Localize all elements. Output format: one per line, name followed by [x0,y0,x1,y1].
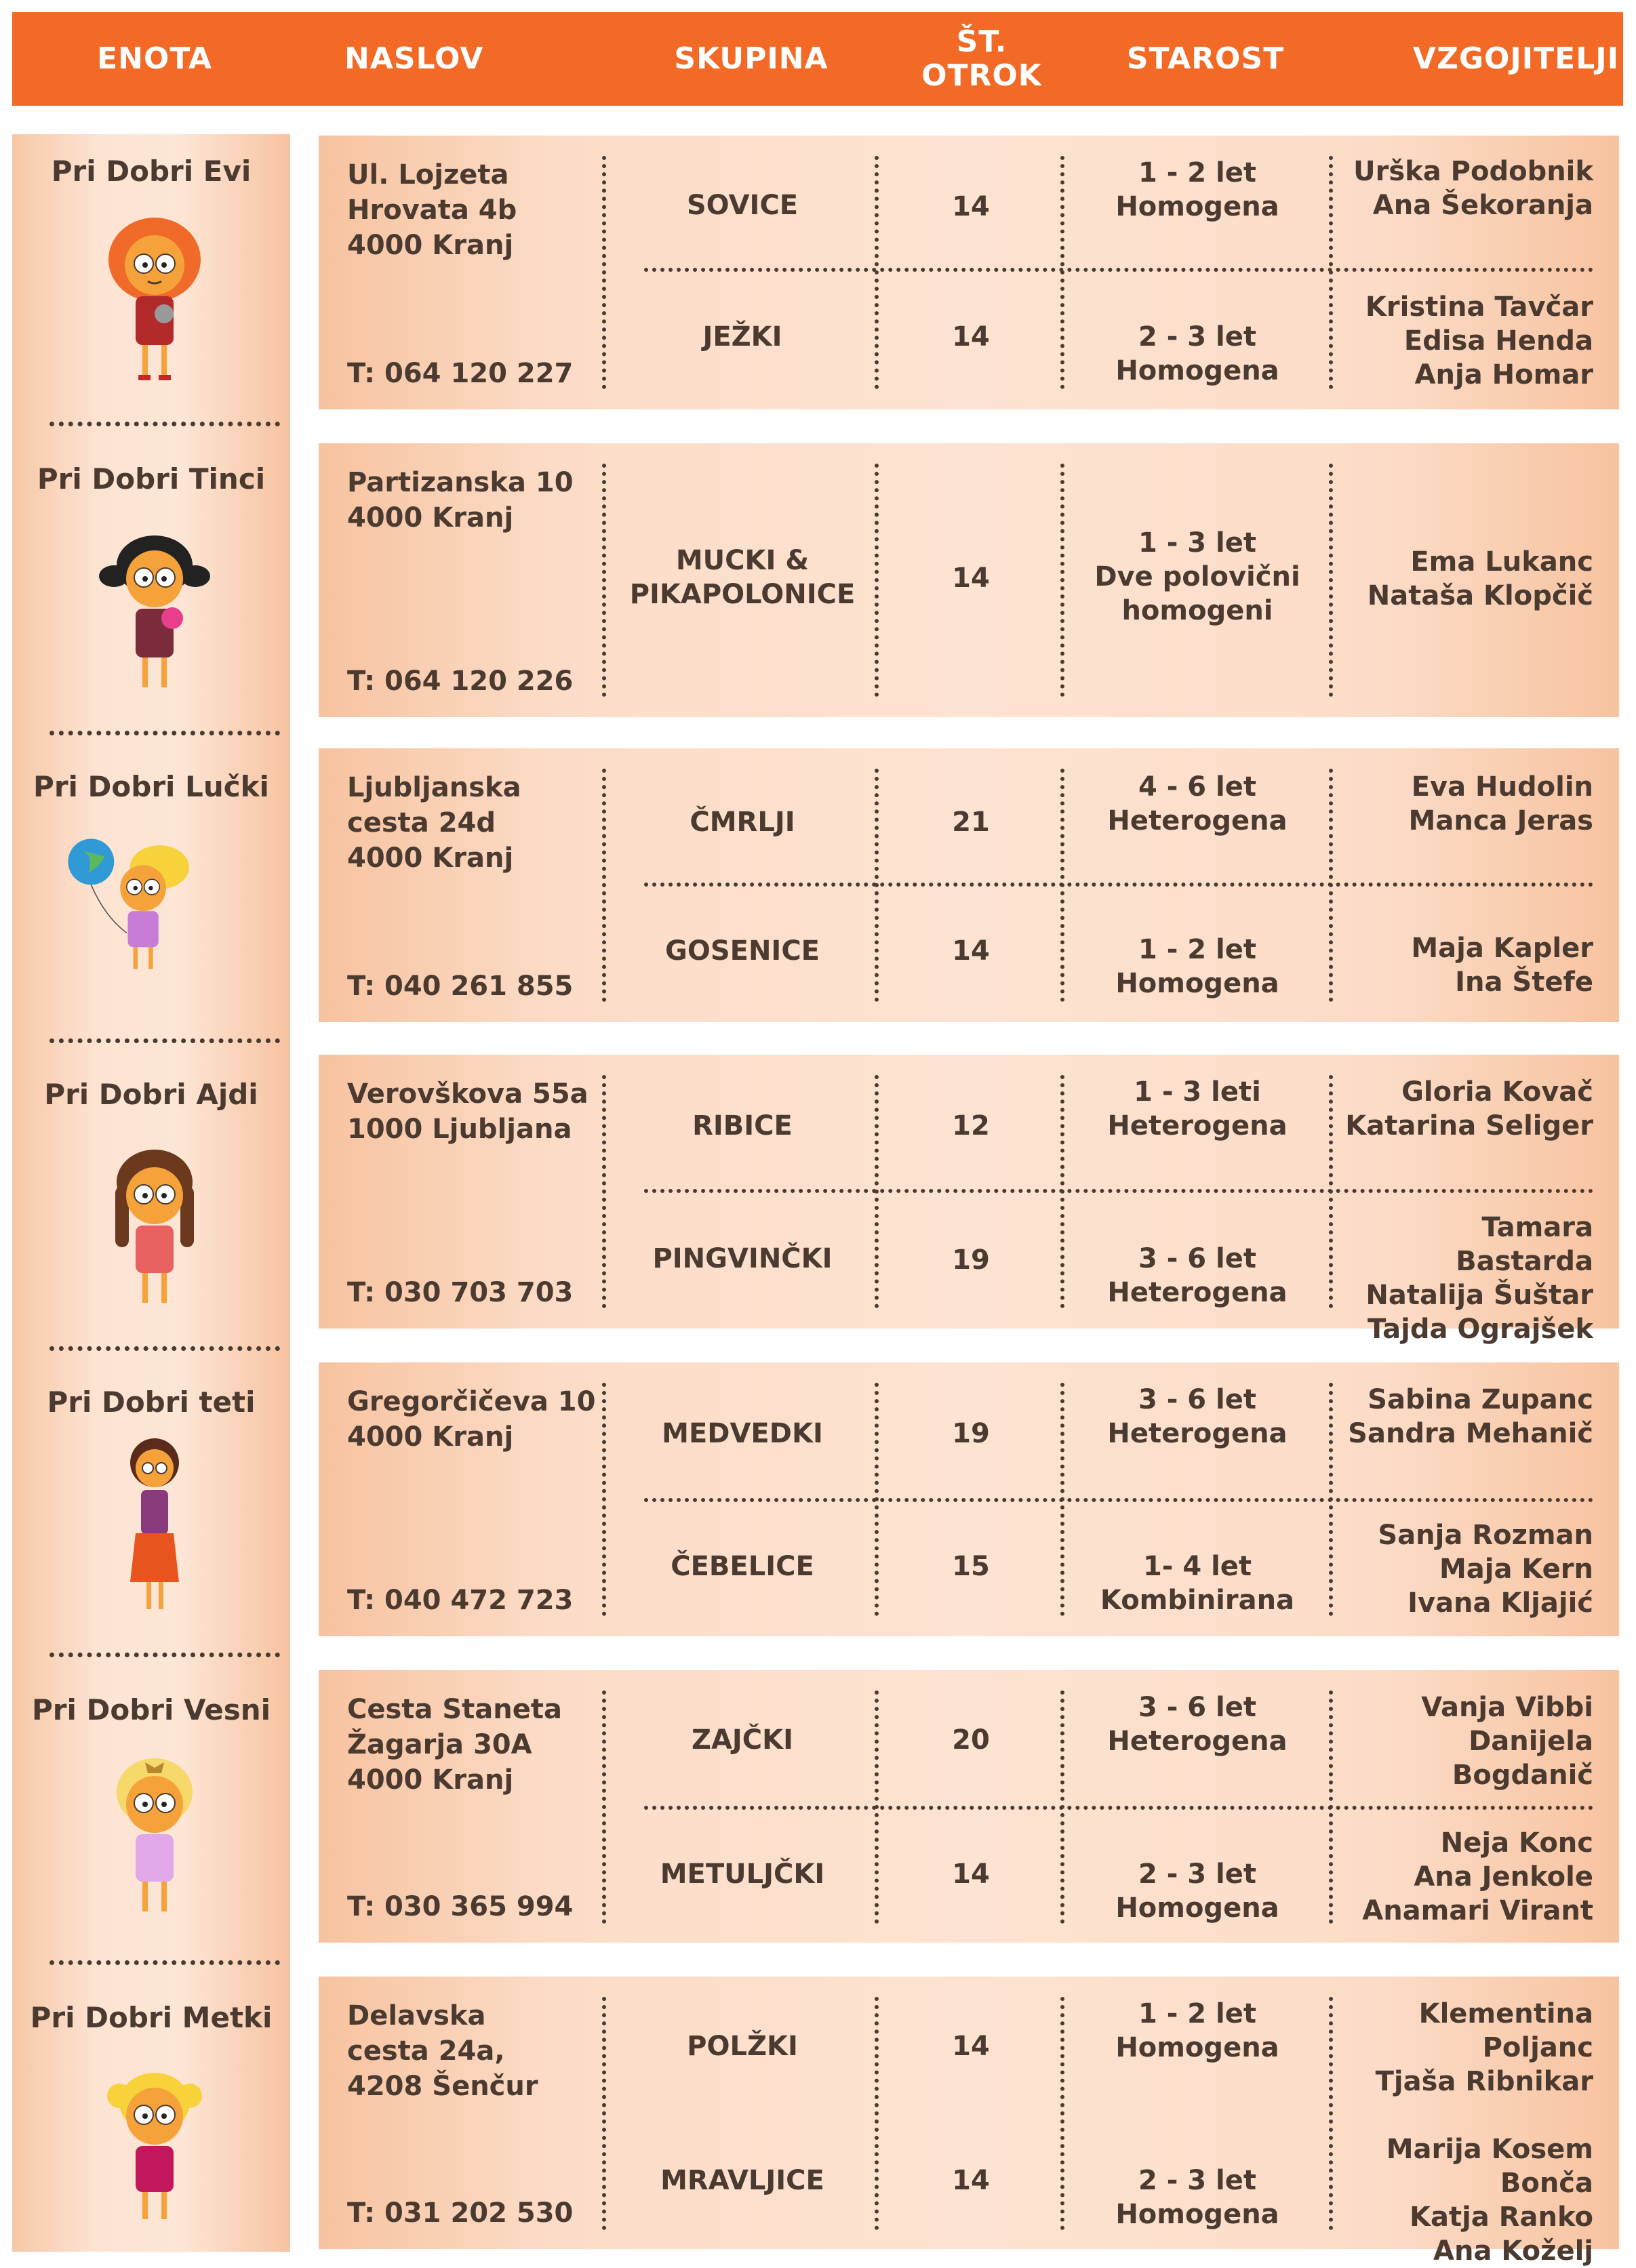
otrok-count: 14 [952,191,990,222]
header-skupina: SKUPINA [674,41,829,76]
address-line: Delavska [347,2000,486,2031]
girl-with-balloon-icon [66,817,209,994]
teacher-name: Eva Hudolin [1411,771,1593,803]
unit-divider [49,422,280,426]
vzgojitelji [1336,1383,1593,1451]
column-divider [602,464,606,697]
row-divider [644,1806,1593,1810]
phone: T: 064 120 226 [347,666,574,697]
starost [1069,1857,1326,1925]
starost-line: homogeni [1121,595,1273,626]
address-line: 4000 Kranj [347,843,514,874]
phone: T: 040 261 855 [347,971,574,1002]
teacher-name: Anja Homar [1414,359,1593,390]
header-starost: STAROST [1126,41,1285,76]
teacher-name: Tjaša Ribnikar [1375,2066,1593,2097]
otrok-count: 14 [952,2031,990,2062]
skupina: METULJČKI [660,1859,825,1890]
unit-name: Pri Dobri Vesni [31,1693,271,1726]
starost [1069,770,1326,838]
starost [1069,1550,1326,1617]
starost-line: Homogena [1115,355,1279,386]
vzgojitelji [1336,545,1593,613]
header-vzgojitelji: VZGOJITELJI [1412,41,1619,76]
unit-row-vesni [319,1670,1619,1943]
phone: T: 064 120 227 [347,358,574,389]
unit-divider [49,731,280,735]
skupina: MEDVEDKI [662,1418,823,1449]
otrok-count: 14 [952,2165,990,2196]
skupina: ČEBELICE [671,1551,814,1582]
starost [1069,933,1326,1000]
skupina: PINGVINČKI [652,1243,833,1274]
teacher-name: Sandra Mehanič [1348,1418,1593,1449]
teacher-name: Danijela Bogdanič [1452,1726,1593,1791]
skupina-line: MUCKI & [675,545,810,576]
teacher-name: Nataša Klopčič [1367,580,1593,611]
teacher-name: Anamari Virant [1362,1895,1593,1926]
starost-line: 1- 4 let [1142,1551,1252,1582]
teacher-name: Manca Jeras [1408,805,1593,836]
address-line: cesta 24a, [347,2036,505,2067]
starost-line: Kombinirana [1100,1585,1295,1616]
unit-divider [49,1346,280,1351]
starost-line: Homogena [1115,191,1279,222]
column-divider [602,769,606,1002]
skupina: ZAJČKI [691,1724,794,1756]
address [347,770,605,876]
address [347,1998,605,2104]
teacher-name: Urška Podobnik [1353,156,1593,187]
teacher-name: Ana Jenkole [1414,1861,1593,1892]
teacher-name: Kristina Tavčar [1365,291,1593,323]
address [347,157,605,263]
otrok-count: 14 [952,563,990,594]
otrok-count: 19 [952,1418,990,1449]
row-divider [644,883,1593,887]
column-divider [602,1075,606,1308]
starost-line: 1 - 3 let [1138,527,1256,559]
phone: T: 030 703 703 [347,1277,574,1308]
column-divider [1329,156,1333,389]
row-divider [644,268,1593,272]
starost-line: 3 - 6 let [1138,1692,1256,1723]
address-line: Hrovata 4b [347,195,517,226]
girl-blonde-braid-icon [83,1747,226,1924]
skupina: ČMRLJI [690,807,795,838]
starost [1069,1075,1326,1143]
teacher-name: Sanja Rozman [1378,1520,1593,1551]
column-divider [1329,464,1333,697]
unit-pri-dobri-teti [12,1365,290,1657]
starost-line: Heterogena [1107,1110,1288,1141]
starost-line: 3 - 6 let [1138,1384,1256,1415]
girl-dark-hair-icon [83,523,226,700]
otrok-count: 14 [952,935,990,967]
skupina: MRAVLJICE [660,2165,824,2196]
skupina: GOSENICE [664,935,820,967]
starost-line: 2 - 3 let [1138,1859,1256,1890]
starost [1069,2164,1326,2231]
column-divider [1060,1997,1064,2230]
unit-pri-dobri-evi [12,134,290,426]
address-line: Verovškova 55a [347,1078,588,1110]
otrok-count: 14 [952,1859,990,1890]
row-divider [644,1189,1593,1193]
teacher-name: Vanja Vibbi [1421,1692,1593,1723]
teacher-name: Gloria Kovač [1401,1076,1593,1108]
unit-row-tinci [319,443,1619,717]
starost-line: 1 - 2 let [1138,934,1256,965]
address-line: 4000 Kranj [347,1421,514,1453]
vzgojitelji [1336,770,1593,838]
unit-row-lucki [319,748,1619,1022]
unit-row-ajdi [319,1055,1619,1345]
skupina-line: PIKAPOLONICE [629,579,856,610]
address-line: 1000 Ljubljana [347,1114,572,1145]
starost [1069,526,1326,628]
unit-divider [49,1653,280,1657]
teacher-name: Ivana Kljajić [1408,1587,1593,1619]
address-line: Gregorčičeva 10 [347,1386,596,1417]
teacher-name: Natalija Šuštar [1365,1280,1593,1311]
column-divider [875,1997,879,2230]
skupina: JEŽKI [702,321,782,352]
unit-name: Pri Dobri Tinci [37,462,266,495]
unit-divider [49,1960,280,1965]
address-line: 4208 Šenčur [347,2071,538,2102]
phone: T: 031 202 530 [347,2198,574,2229]
unit-name: Pri Dobri teti [47,1385,256,1419]
teacher-name: Sabina Zupanc [1368,1384,1593,1415]
unit-pri-dobri-metki [12,1981,290,2252]
column-divider [602,156,606,389]
otrok-count: 14 [952,321,990,352]
header-st-otrok [894,12,1070,106]
starost [1069,156,1326,224]
girl-red-hair-icon [83,212,226,388]
starost [1069,320,1326,388]
starost-line: Homogena [1115,2199,1279,2230]
teacher-name: Maja Kern [1439,1554,1593,1585]
address-line: Ul. Lojzeta [347,159,509,190]
teacher-name: Tajda Ograjšek [1368,1314,1593,1345]
starost-line: Homogena [1115,968,1279,999]
starost-line: 2 - 3 let [1138,321,1256,352]
address [347,1076,605,1147]
starost-line: Homogena [1115,2032,1279,2063]
unit-name: Pri Dobri Ajdi [44,1078,258,1111]
column-divider [1060,464,1064,697]
table-header [12,12,1623,106]
skupina: POLŽKI [687,2031,798,2062]
teacher-name: Edisa Henda [1403,325,1593,357]
column-divider [602,1690,606,1924]
unit-pri-dobri-tinci [12,442,290,733]
girl-yellow-pigtails-icon [83,2062,226,2231]
phone: T: 030 365 994 [347,1891,574,1922]
column-divider [875,464,879,697]
otrok-count: 20 [952,1724,990,1756]
teacher-name: Ana Šekoranja [1372,190,1593,221]
otrok-count: 19 [952,1244,990,1276]
teacher-woman-icon [83,1433,226,1623]
vzgojitelji [1336,155,1593,222]
teacher-name: Marija Kosem Bonča [1386,2134,1593,2199]
otrok-count: 12 [952,1110,990,1141]
column-divider [602,1997,606,2230]
starost [1069,1383,1326,1451]
header-st-otrok-line1: ŠT. [956,24,1007,59]
address-line: 4000 Kranj [347,230,514,261]
column-divider [1060,156,1064,389]
starost-line: 1 - 3 leti [1134,1076,1261,1108]
starost-line: Heterogena [1107,1418,1288,1449]
vzgojitelji [1336,1826,1593,1928]
starost-line: Homogena [1115,1892,1279,1924]
header-enota: ENOTA [97,41,212,76]
unit-row-metki [319,1977,1619,2267]
otrok-count: 21 [952,807,990,838]
starost-line: 2 - 3 let [1138,2165,1256,2196]
unit-pri-dobri-ajdi [12,1057,290,1349]
starost [1069,1997,1326,2065]
teacher-name: Ina Štefe [1455,967,1593,998]
vzgojitelji [1322,2132,1593,2268]
girl-brown-hair-icon [83,1139,226,1315]
row-divider [644,1498,1593,1502]
unit-divider [49,1038,280,1043]
teacher-name: Tamara Bastarda [1456,1212,1593,1277]
starost-line: Heterogena [1107,1726,1288,1757]
teacher-name: Katja Ranko [1409,2202,1593,2233]
skupina [610,544,875,611]
address-line: 4000 Kranj [347,502,514,533]
teacher-name: Ema Lukanc [1410,546,1593,578]
header-st-otrok-line2: OTROK [921,58,1042,93]
teacher-name: Maja Kapler [1411,933,1593,964]
unit-row-evi [319,136,1619,409]
otrok-count: 15 [952,1551,990,1582]
vzgojitelji [1336,290,1593,392]
address [347,465,605,535]
phone: T: 040 472 723 [347,1585,574,1616]
address [347,1384,605,1455]
teacher-name: Ana Koželj [1433,2235,1593,2267]
starost-line: Heterogena [1107,1277,1288,1308]
teacher-name: Neja Konc [1440,1827,1593,1859]
vzgojitelji [1336,1211,1593,1346]
unit-name: Pri Dobri Metki [30,2001,273,2034]
teacher-name: Klementina Poljanc [1418,1998,1593,2063]
unit-row-teti [319,1362,1619,1636]
header-naslov: NASLOV [344,41,484,76]
address-line: Cesta Staneta [347,1694,562,1725]
skupina: RIBICE [692,1110,793,1141]
teacher-name: Katarina Seliger [1345,1110,1593,1141]
unit-name: Pri Dobri Lučki [33,770,269,803]
skupina: SOVICE [686,190,799,221]
vzgojitelji [1336,1518,1593,1620]
vzgojitelji [1336,1075,1593,1143]
starost-line: Heterogena [1107,805,1288,836]
unit-pri-dobri-lucki [12,750,290,1041]
starost-line: 1 - 2 let [1138,1998,1256,2029]
address [347,1692,605,1798]
address-line: Žagarja 30A [347,1729,532,1760]
starost [1069,1690,1326,1758]
unit-pri-dobri-vesni [12,1673,290,1964]
vzgojitelji [1336,1690,1593,1792]
starost-line: Dve polovični [1094,561,1300,592]
address-line: Partizanska 10 [347,467,574,498]
address-line: Ljubljanska [347,772,521,803]
column-divider [875,156,879,389]
unit-name: Pri Dobri Evi [51,155,252,188]
vzgojitelji [1322,1997,1593,2099]
starost-line: 4 - 6 let [1138,771,1256,803]
starost [1069,1242,1326,1310]
column-divider [602,1383,606,1616]
starost-line: 1 - 2 let [1138,157,1256,188]
address-line: 4000 Kranj [347,1764,514,1796]
vzgojitelji [1336,931,1593,999]
address-line: cesta 24d [347,807,496,838]
starost-line: 3 - 6 let [1138,1243,1256,1274]
